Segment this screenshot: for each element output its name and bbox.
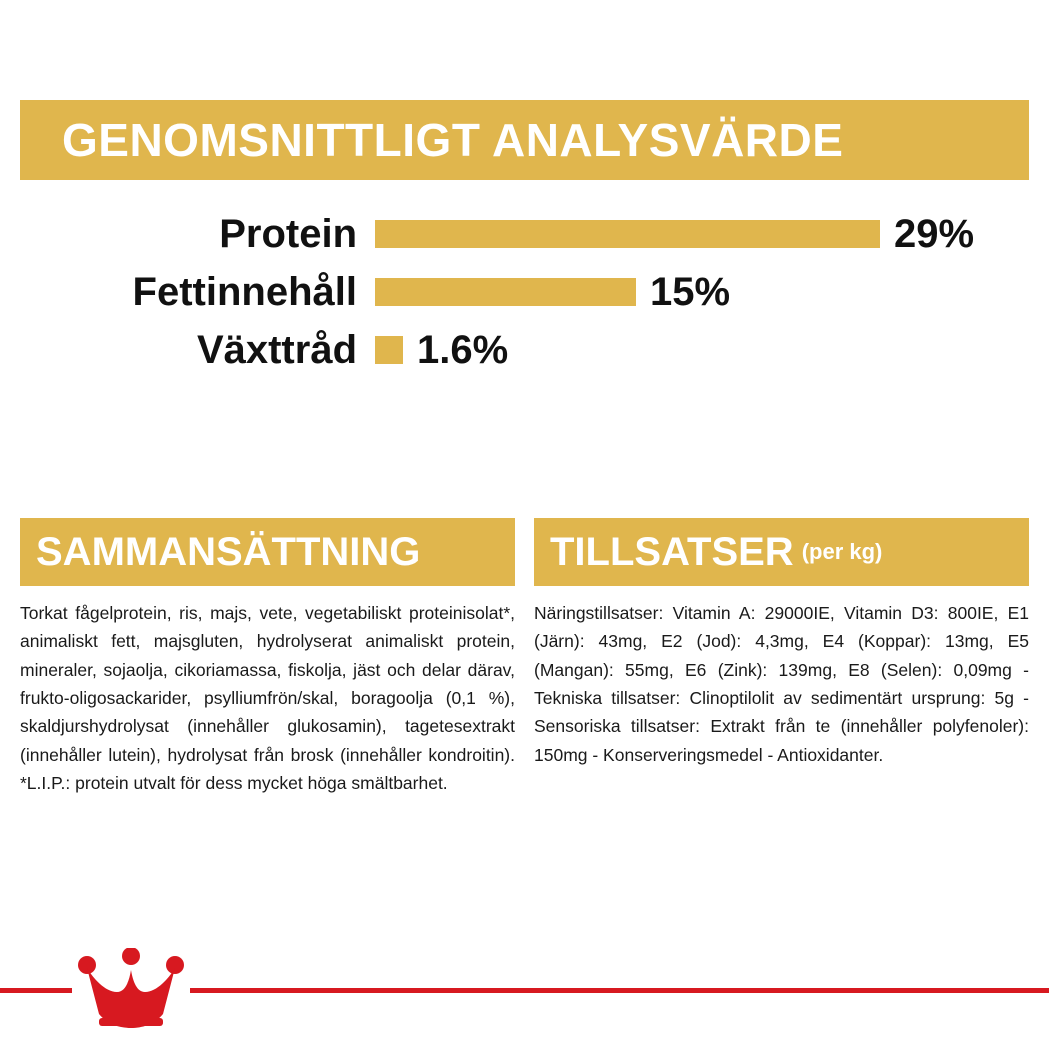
composition-header [20, 518, 515, 586]
nutrient-bar [375, 278, 636, 306]
analysis-row [20, 205, 1029, 263]
nutrient-value: 15% [650, 269, 731, 314]
footer-rule-right [190, 988, 1049, 993]
royal-crown-logo-icon [73, 948, 189, 1033]
nutrient-bar [375, 220, 880, 248]
nutrient-bar-wrap [375, 212, 974, 257]
footer-rule-left [0, 988, 72, 993]
nutrient-label: Växttråd [196, 327, 357, 372]
additives-panel [534, 518, 1029, 769]
composition-panel [20, 518, 515, 797]
additives-header [534, 518, 1029, 586]
additives-text: Näringstillsatser: Vitamin A: 29000IE, Vitamin D3: 800IE, E1 (Järn): 43mg, E2 (Jod): 4,3mg, E4 (Koppar): 13mg, E5 (Mangan): 55mg, E6 (Zink): 139mg, E8 (Selen): 0,09mg - Tekniska tillsatser: Clinoptilolit av sedimentärt ursprung: 5g - Sensoriska tillsatser: Extrakt från te (innehåller polyfenoler): 150mg - Konserveringsmedel - Antioxidanter. [534, 603, 1029, 765]
analysis-row [20, 321, 1029, 379]
nutrient-value: 29% [894, 211, 975, 256]
nutrient-bar-wrap [375, 270, 730, 315]
additives-title: TILLSATSER [550, 530, 794, 574]
analysis-banner [20, 100, 1029, 180]
composition-text: Torkat fågelprotein, ris, majs, vete, vegetabiliskt proteinisolat*, animaliskt fett, majsgluten, hydrolyserat animaliskt protein, mineraler, sojaolja, cikoriamassa, fiskolja, jäst och delar därav, frukto-oligosackarider, psylliumfrön/skal, boragoolja (0,1 %), skaldjurshydrolysat (innehåller glukosamin), tagetesextrakt (innehåller lutein), hydrolysat från brosk (innehåller kondroitin). *L.I.P.: protein utvalt för dess mycket höga smältbarhet. [20, 603, 515, 794]
nutrient-value: 1.6% [417, 327, 509, 372]
nutrient-label: Protein [219, 211, 357, 256]
additives-subtitle: (per kg) [801, 539, 883, 564]
analysis-row [20, 263, 1029, 321]
nutrient-bar-wrap [375, 328, 508, 373]
nutrient-bar [375, 336, 403, 364]
composition-title: SAMMANSÄTTNING [36, 530, 421, 574]
analysis-bar-chart [20, 205, 1029, 379]
nutrient-label: Fettinnehåll [132, 269, 357, 314]
analysis-title: GENOMSNITTLIGT ANALYSVÄRDE [62, 114, 844, 166]
